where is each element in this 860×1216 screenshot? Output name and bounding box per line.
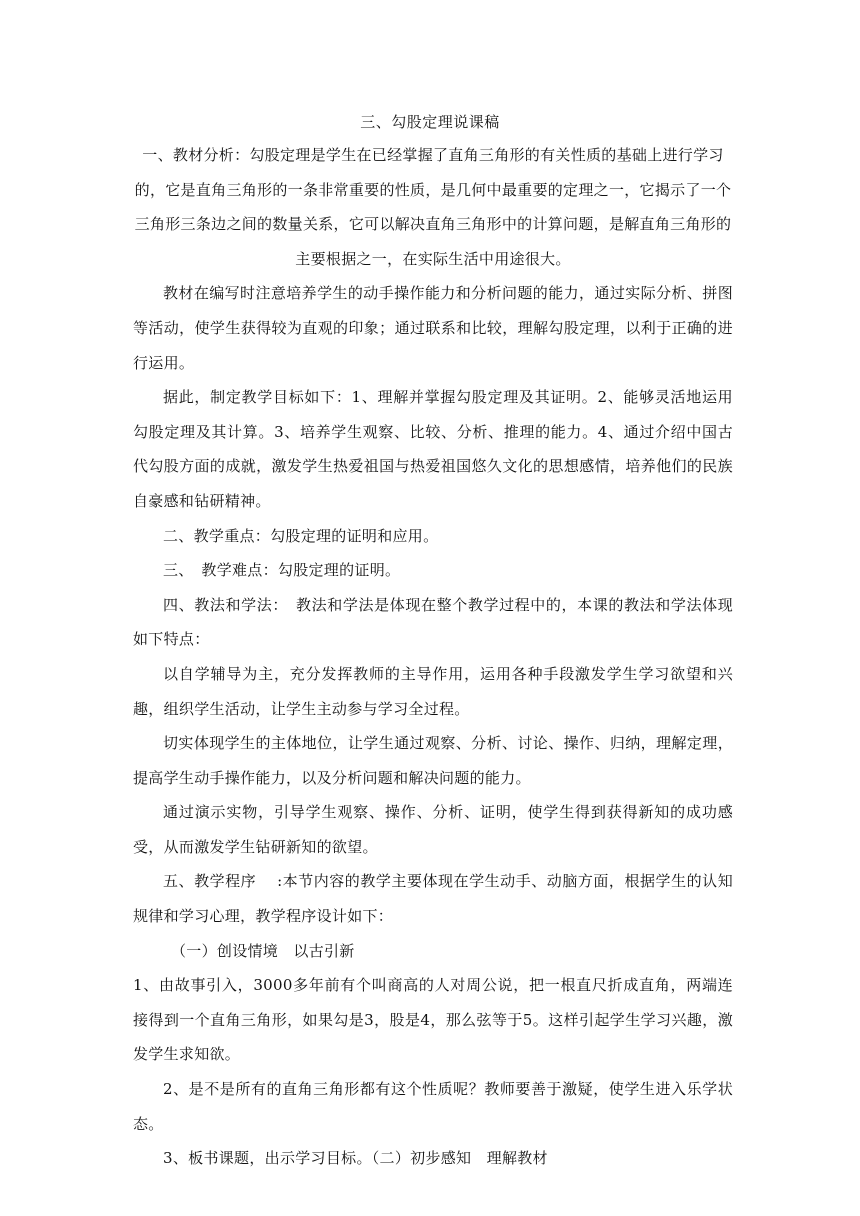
paragraph-board-title: 3、板书课题，出示学习目标。（二）初步感知 理解教材 bbox=[163, 1149, 548, 1168]
paragraph-teaching-material-analysis: 一、教材分析：勾股定理是学生在已经掌握了直角三角形的有关性质的基础上进行学习的，它是直角三角形的一条非常重要的性质，是几何中最重要的定理之一，它揭示了一个三角形三条边之间的数量关系，它可以解决直角三角形中的计算问题，是解直角三角形的主要根据之一，在实际生活中用途很大。 bbox=[134, 146, 732, 268]
paragraph-method-self-study: 以自学辅导为主，充分发挥教师的主导作用，运用各种手段激发学生学习欲望和兴趣，组织学生活动，让学生主动参与学习全过程。 bbox=[133, 664, 733, 718]
paragraph-method-student-centered: 切实体现学生的主体地位，让学生通过观察、分析、讨论、操作、归纳，理解定理，提高学生动手操作能力，以及分析问题和解决问题的能力。 bbox=[133, 734, 733, 787]
paragraph-teaching-goals: 据此，制定教学目标如下：1、理解并掌握勾股定理及其证明。2、能够灵活地运用勾股定理及其计算。3、培养学生观察、比较、分析、推理的能力。4、通过介绍中国古代勾股方面的成就，激发学生热爱祖国与热爱祖国悠久文化的思想感情，培养他们的民族自豪感和钻研精神。 bbox=[133, 388, 733, 510]
paragraph-teaching-procedure: 五、教学程序 :本节内容的教学主要体现在学生动手、动脑方面，根据学生的认知规律和学习心理，教学程序设计如下： bbox=[133, 872, 733, 926]
paragraph-story-intro: 1、由故事引入，3000多年前有个叫商高的人对周公说，把一根直尺折成直角，两端连接得到一个直角三角形，如果勾是3，股是4，那么弦等于5。这样引起学生学习兴趣，激发学生求知欲。 bbox=[133, 976, 733, 1064]
paragraph-section-one-heading: （一）创设情境 以古引新 bbox=[171, 941, 355, 960]
document-body bbox=[133, 138, 733, 1176]
paragraph-methods-heading: 四、教法和学法： 教法和学法是体现在整个教学过程中的，本课的教法和学法体现如下特点： bbox=[133, 595, 733, 649]
document-title: 三、勾股定理说课稿 bbox=[360, 113, 500, 131]
paragraph-question: 2、是不是所有的直角三角形都有这个性质呢？教师要善于激疑，使学生进入乐学状态。 bbox=[133, 1080, 733, 1133]
paragraph-teaching-difficulty: 三、 教学难点：勾股定理的证明。 bbox=[163, 561, 401, 580]
paragraph-teaching-focus: 二、教学重点：勾股定理的证明和应用。 bbox=[163, 526, 439, 545]
paragraph-material-writing: 教材在编写时注意培养学生的动手操作能力和分析问题的能力，通过实际分析、拼图等活动，使学生获得较为直观的印象；通过联系和比较，理解勾股定理，以利于正确的进行运用。 bbox=[133, 284, 733, 372]
paragraph-method-demonstration: 通过演示实物，引导学生观察、操作、分析、证明，使学生得到获得新知的成功感受，从而激发学生钻研新知的欲望。 bbox=[133, 803, 733, 856]
